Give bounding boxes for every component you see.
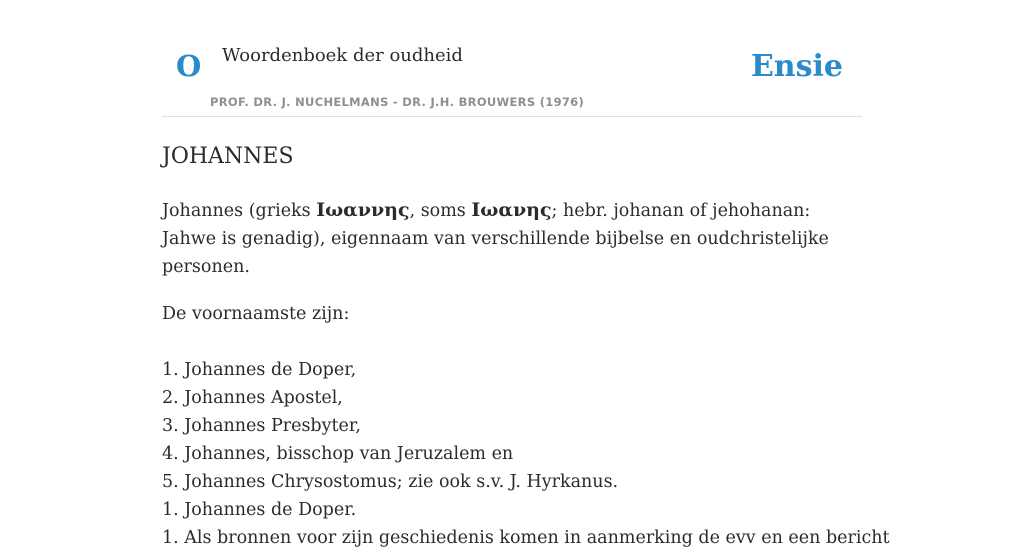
page — [162, 0, 890, 552]
book-title-link[interactable]: Woordenboek der oudheid — [222, 45, 463, 66]
list-item: 4. Johannes, bisschop van Jeruzalem en — [162, 444, 514, 464]
list-lead: De voornaamste zijn: — [162, 304, 350, 324]
entry-intro — [162, 196, 862, 281]
greek-term-2: Ιωανης — [471, 199, 552, 221]
list-item: 3. Johannes Presbyter, — [162, 416, 361, 436]
book-header — [162, 0, 862, 117]
persons-list — [162, 356, 890, 552]
intro-text-2: , soms — [409, 201, 472, 221]
intro-text-1: Johannes (grieks — [162, 201, 317, 221]
book-logo[interactable]: O — [176, 49, 202, 83]
book-authors: PROF. DR. J. NUCHELMANS - DR. J.H. BROUWERS (1976) — [210, 95, 585, 109]
list-item: 2. Johannes Apostel, — [162, 388, 343, 408]
greek-term-1: Ιωαννης — [316, 199, 410, 221]
ensie-logo[interactable]: Ensie — [750, 49, 843, 84]
list-item: 1. Johannes de Doper, — [162, 360, 357, 380]
list-item: 1. Als bronnen voor zijn geschiedenis komen in aanmerking de evv en een bericht — [162, 528, 890, 548]
list-item: 5. Johannes Chrysostomus; zie ook s.v. J. Hyrkanus. — [162, 472, 619, 492]
list-item: 1. Johannes de Doper. — [162, 500, 357, 520]
entry-title: JOHANNES — [162, 144, 294, 169]
intro-text-3: ; hebr. johanan of jehohanan: Jahwe is genadig), eigennaam van verschillende bijbelse en oudchristelijke personen. — [162, 201, 829, 277]
